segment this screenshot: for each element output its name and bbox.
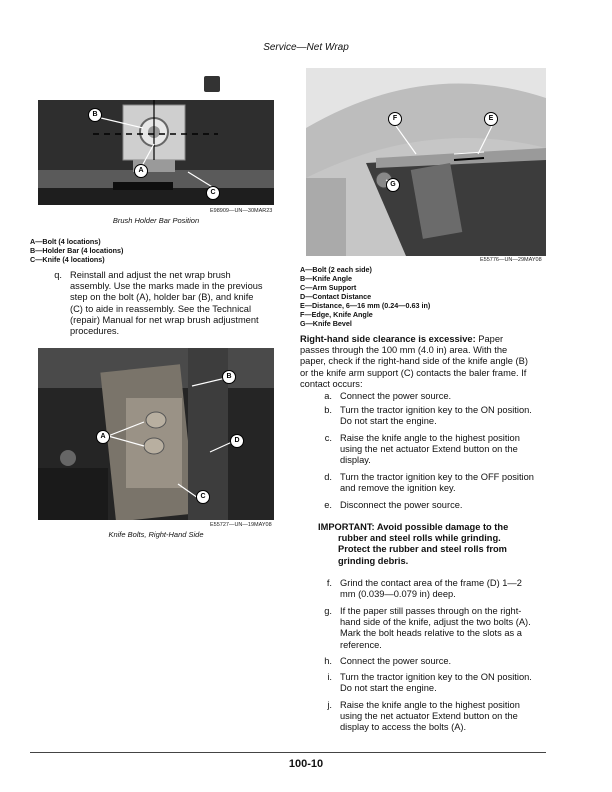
step-label: e. (324, 500, 332, 510)
text-line: IMPORTANT: Avoid possible damage to the (318, 522, 509, 532)
step-text (340, 606, 531, 651)
step-text (340, 391, 451, 402)
text-line: procedures. (70, 326, 120, 337)
callout-b: B (88, 108, 102, 122)
legend-item: B—Knife Angle (300, 274, 353, 283)
text-line: passes through the 100 mm (4.0 in) area. With the (300, 345, 508, 356)
figure-knife-bolts (38, 348, 274, 520)
text-line: Connect the power source. (340, 391, 452, 401)
text-line: Raise the knife angle to the highest position (340, 433, 520, 443)
callout-a: A (96, 430, 110, 444)
text-line: Protect the rubber and steel rolls from (338, 544, 507, 555)
legend-left (30, 237, 123, 264)
text-line: Turn the tractor ignition key to the ON position. (340, 672, 532, 682)
text-line: grinding debris. (338, 555, 409, 566)
figure-knife-angle (306, 68, 546, 256)
text-line: Do not start the engine. (340, 416, 437, 427)
text-line: Connect the power source. (340, 656, 452, 666)
text-line: display. (340, 455, 371, 466)
text-line: (C) to aide in reassembly. See the Technical (70, 303, 252, 314)
text-line: display to access the bolts (A). (340, 722, 467, 733)
callout-c: C (196, 490, 210, 504)
step-label: g. (324, 606, 332, 616)
figure-code: E98909—UN—30MAR23 (210, 208, 273, 214)
legend-item: F—Edge, Knife Angle (300, 310, 373, 319)
legend-item: C—Arm Support (300, 283, 357, 292)
text-line: contact occurs: (300, 378, 363, 389)
callout-f: F (388, 112, 402, 126)
step-text (340, 578, 522, 600)
step-text (340, 700, 520, 734)
text-line: mm (0.039—0.079 in) deep. (340, 589, 456, 600)
text-line (300, 334, 550, 345)
step-label: f. (326, 578, 332, 588)
step-label: b. (324, 405, 332, 415)
section-tab-mark (204, 76, 220, 92)
text-line: Reinstall and adjust the net wrap brush (70, 270, 231, 280)
important-note (318, 522, 548, 567)
legend-item: A—Bolt (4 locations) (30, 237, 101, 246)
text-span: Paper (475, 334, 504, 344)
text-line: Turn the tractor ignition key to the OFF position (340, 472, 534, 482)
step-text (340, 405, 532, 427)
text-line: Grind the contact area of the frame (D) 1—2 (340, 578, 522, 588)
figure-caption: Knife Bolts, Right-Hand Side (108, 530, 204, 539)
step-label: a. (324, 391, 332, 401)
figure-caption: Brush Holder Bar Position (112, 216, 200, 225)
text-line: hand side of the knife, adjust the two bolts (A). (340, 617, 531, 628)
step-label: h. (324, 656, 332, 666)
text-line: Raise the knife angle to the highest position (340, 700, 520, 710)
step-text (340, 472, 534, 494)
callout-c: C (206, 186, 220, 200)
text-line: Disconnect the power source. (340, 500, 463, 510)
callout-a: A (134, 164, 148, 178)
text-line: using the net actuator Extend button on the (340, 711, 518, 722)
knife-angle-illustration (306, 68, 546, 256)
legend-item: C—Knife (4 locations) (30, 255, 105, 264)
legend-item: A—Bolt (2 each side) (300, 265, 372, 274)
step-text (340, 656, 451, 667)
step-label: i. (327, 672, 332, 682)
legend-right (300, 265, 430, 328)
legend-item: G—Knife Bevel (300, 319, 352, 328)
text-line: Mark the bolt heads relative to the slots as a (340, 628, 522, 639)
callout-d: D (230, 434, 244, 448)
step-text (340, 672, 532, 694)
text-line: rubber and steel rolls while grinding. (338, 533, 501, 544)
text-line: and remove the ignition key. (340, 483, 456, 494)
callout-g: G (386, 178, 400, 192)
callout-e: E (484, 112, 498, 126)
brush-bar-illustration (38, 100, 274, 205)
step-q (50, 270, 290, 340)
text-line: assembly. Use the marks made in the previous (70, 281, 263, 292)
legend-item: B—Holder Bar (4 locations) (30, 246, 124, 255)
legend-item: E—Distance, 6—16 mm (0.24—0.63 in) (300, 301, 431, 310)
text-line: paper, check if the right-hand side of the knife angle (B) (300, 356, 528, 367)
figure-code: E55776—UN—29MAY08 (480, 257, 542, 263)
text-line: Do not start the engine. (340, 683, 437, 694)
text-line: reference. (340, 639, 382, 650)
step-text (70, 270, 263, 337)
figure-brush-holder-bar (38, 100, 274, 205)
step-label: c. (324, 433, 332, 443)
legend-item: D—Contact Distance (300, 292, 372, 301)
page-number: 100-10 (288, 758, 324, 770)
step-label: j. (327, 700, 332, 710)
step-text (340, 500, 462, 511)
callout-b: B (222, 370, 236, 384)
text-line: using the net actuator Extend button on the (340, 444, 518, 455)
text-line: If the paper still passes through on the right- (340, 606, 522, 616)
text-line: Turn the tractor ignition key to the ON position. (340, 405, 532, 415)
footer-rule (30, 752, 546, 753)
step-text (340, 433, 520, 467)
figure-code: E55727—UN—19MAY08 (210, 522, 272, 528)
text-line: or the knife arm support (C) contacts the baler frame. If (300, 367, 527, 378)
section-paragraph (300, 334, 550, 390)
step-label: q. (54, 270, 62, 280)
section-heading: Right-hand side clearance is excessive: (300, 334, 476, 344)
step-label: d. (324, 472, 332, 482)
text-line: step on the bolt (A), holder bar (B), and knife (70, 292, 254, 303)
running-header: Service—Net Wrap (263, 42, 349, 53)
text-line: (repair) Manual for net wrap brush adjustment (70, 314, 259, 325)
